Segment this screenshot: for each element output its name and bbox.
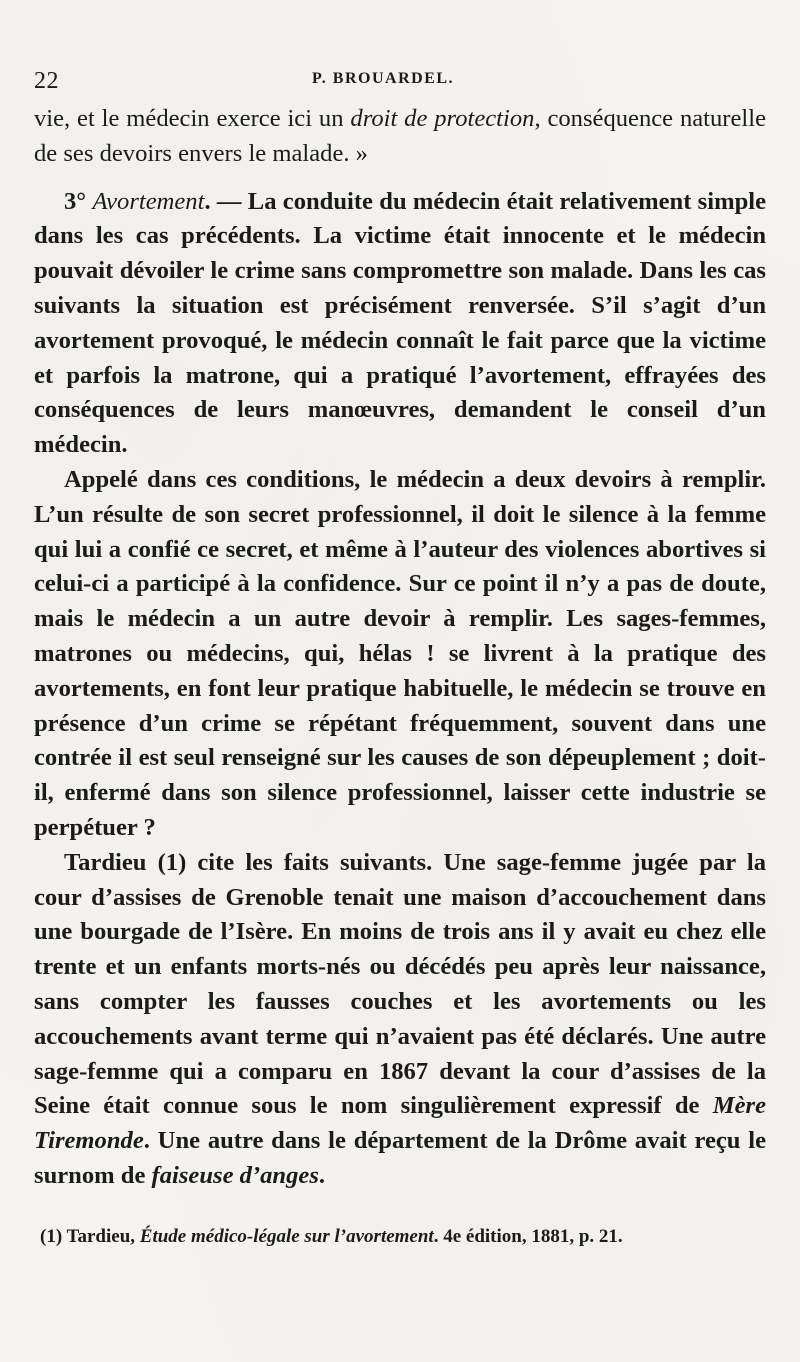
paragraph-devoirs: Appelé dans ces conditions, le médecin a deux devoirs à remplir. L’un résulte de son secret professionnel, il doit le silence à la femme qui lui a confié ce secret, et même à l’auteur des violences abortives si celui-ci a participé à la confidence. Sur ce point il n’y a pas de doute, mais le médecin a un autre devoir à remplir. Les sages-femmes, matrones ou médecins, qui, hélas ! se livrent à la pratique des avortements, en font leur pratique habituelle, le médecin se trouve en présence d’un crime se répétant fréquemment, souvent dans une contrée il est seul renseigné sur les causes de son dépeuplement ; doit-il, enfermé dans son silence professionnel, laisser cette industrie se perpétuer ? bbox=[34, 465, 766, 841]
body-text bbox=[34, 102, 766, 1194]
paragraph-continuation: vie, et le médecin exerce ici un droit de protection, conséquence naturelle de ses devoirs envers le malade. » bbox=[34, 105, 766, 167]
footnote: (1) Tardieu, Étude médico-légale sur l’avortement. 4e édition, 1881, p. 21. bbox=[40, 1225, 623, 1247]
running-head: P. BROUARDEL. bbox=[312, 70, 455, 87]
page-header bbox=[34, 62, 766, 102]
paragraph-tardieu: Tardieu (1) cite les faits suivants. Une sage-femme jugée par la cour d’assises de Grenoble tenait une maison d’accouchement dans une bourgade de l’Isère. En moins de trois ans il y avait eu chez elle trente et un enfants morts-nés ou décédés peu après leur naissance, sans compter les fausses couches et les avortements ou les accouchements avant terme qui n’avaient pas été déclarés. Une autre sage-femme qui a comparu en 1867 devant la cour d’assises de la Seine était connue sous le nom singulièrement expressif de Mère Tiremonde. Une autre dans le département de la Drôme avait reçu le surnom de faiseuse d’anges. bbox=[34, 848, 766, 1189]
paragraph-avortement: 3° Avortement. — La conduite du médecin était relativement simple dans les cas précédents. La victime était innocente et le médecin pouvait dévoiler le crime sans compromettre son malade. Dans les cas suivants la situation est précisément renversée. S’il s’agit d’un avortement provoqué, le médecin connaît le fait parce que la victime et parfois la matrone, qui a pratiqué l’avortement, effrayées des conséquences de leurs manœuvres, demandent le conseil d’un médecin. bbox=[34, 187, 766, 459]
page-number: 22 bbox=[34, 68, 59, 94]
